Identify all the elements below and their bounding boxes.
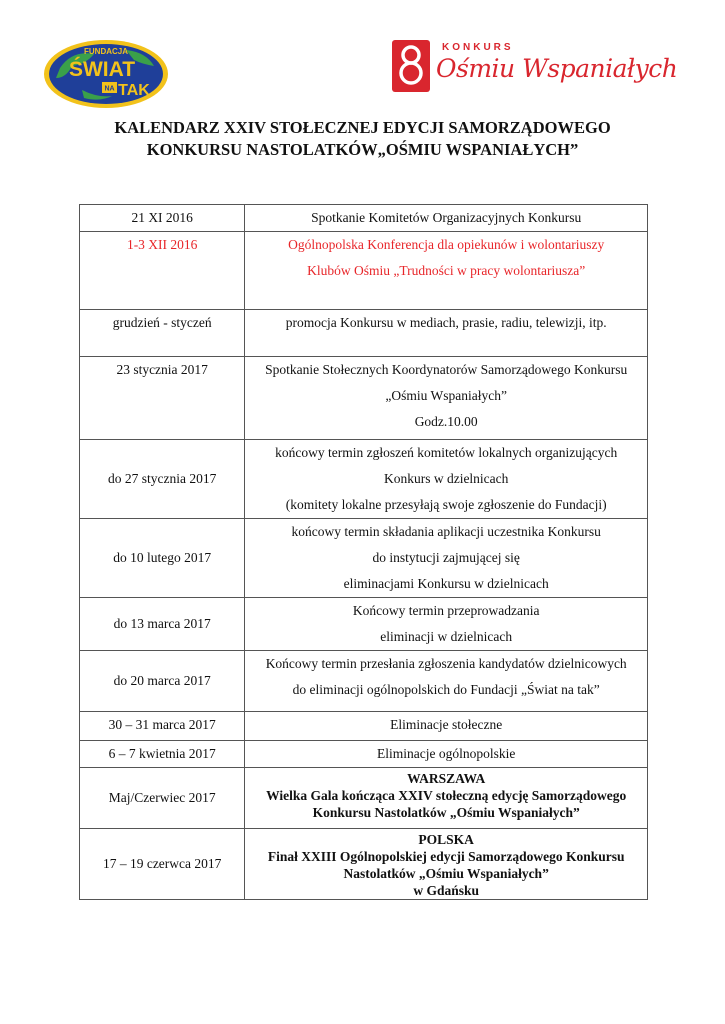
page-title-line-2: KONKURSU NASTOLATKÓW„OŚMIU WSPANIAŁYCH” — [146, 140, 579, 159]
date-cell: grudzień - styczeń — [80, 310, 245, 357]
logo-text-na: NA — [104, 85, 115, 93]
fundacja-swiat-na-tak-logo — [42, 38, 170, 110]
page-title-line-1: KALENDARZ XXIV STOŁECZNEJ EDYCJI SAMORZĄDOWEGO — [114, 118, 611, 137]
calendar-table — [79, 204, 648, 900]
event-cell: Końcowy termin przeprowadzania eliminacji w dzielnicach — [245, 598, 648, 651]
table-row — [80, 598, 648, 651]
date-cell: 23 stycznia 2017 — [80, 357, 245, 440]
event-cell: Końcowy termin przesłania zgłoszenia kandydatów dzielnicowych do eliminacji ogólnopolskich do Fundacji „Świat na tak” — [245, 651, 648, 712]
event-cell: Spotkanie Komitetów Organizacyjnych Konkursu — [245, 205, 648, 232]
logo-name-text: Ośmiu Wspaniałych — [436, 54, 678, 83]
logo-text-swiat: ŚWIAT — [68, 58, 136, 81]
table-row — [80, 310, 648, 357]
event-cell: Eliminacje ogólnopolskie — [245, 741, 648, 768]
event-cell: Eliminacje stołeczne — [245, 712, 648, 741]
table-row — [80, 519, 648, 598]
logo-text-fundacja: FUNDACJA — [84, 47, 128, 56]
date-cell: Maj/Czerwiec 2017 — [80, 768, 245, 829]
table-row — [80, 357, 648, 440]
event-cell: POLSKA Finał XXIII Ogólnopolskiej edycji Samorządowego Konkursu Nastolatków „Ośmiu Wspaniałych” w Gdańsku — [245, 829, 648, 900]
date-cell: do 10 lutego 2017 — [80, 519, 245, 598]
date-cell: 17 – 19 czerwca 2017 — [80, 829, 245, 900]
table-row — [80, 651, 648, 712]
event-cell: Ogólnopolska Konferencja dla opiekunów i wolontariuszy Klubów Ośmiu „Trudności w pracy wolontariusza” — [245, 232, 648, 310]
table-row — [80, 232, 648, 310]
logo-text-tak: TAK — [118, 82, 150, 99]
date-cell: 30 – 31 marca 2017 — [80, 712, 245, 741]
event-cell: końcowy termin zgłoszeń komitetów lokalnych organizujących Konkurs w dzielnicach (komitety lokalne przesyłają swoje zgłoszenie do Fundacji) — [245, 440, 648, 519]
date-cell: 6 – 7 kwietnia 2017 — [80, 741, 245, 768]
table-row — [80, 205, 648, 232]
date-cell: 1-3 XII 2016 — [80, 232, 245, 310]
date-cell: 21 XI 2016 — [80, 205, 245, 232]
logo-badge-icon — [392, 40, 430, 92]
logo-kicker-text: KONKURS — [442, 42, 514, 53]
date-cell: do 20 marca 2017 — [80, 651, 245, 712]
event-cell: Spotkanie Stołecznych Koordynatorów Samorządowego Konkursu „Ośmiu Wspaniałych” Godz.10.00 — [245, 357, 648, 440]
event-cell: WARSZAWA Wielka Gala kończąca XXIV stołeczną edycję Samorządowego Konkursu Nastolatków „Ośmiu Wspaniałych” — [245, 768, 648, 829]
table-row — [80, 440, 648, 519]
table-row — [80, 829, 648, 900]
event-cell: końcowy termin składania aplikacji uczestnika Konkursu do instytucji zajmującej się eliminacjami Konkursu w dzielnicach — [245, 519, 648, 598]
date-cell: do 13 marca 2017 — [80, 598, 245, 651]
osmiu-wspanialych-logo — [392, 40, 678, 106]
date-cell: do 27 stycznia 2017 — [80, 440, 245, 519]
event-cell: promocja Konkursu w mediach, prasie, radiu, telewizji, itp. — [245, 310, 648, 357]
table-row — [80, 768, 648, 829]
table-row — [80, 741, 648, 768]
table-row — [80, 712, 648, 741]
